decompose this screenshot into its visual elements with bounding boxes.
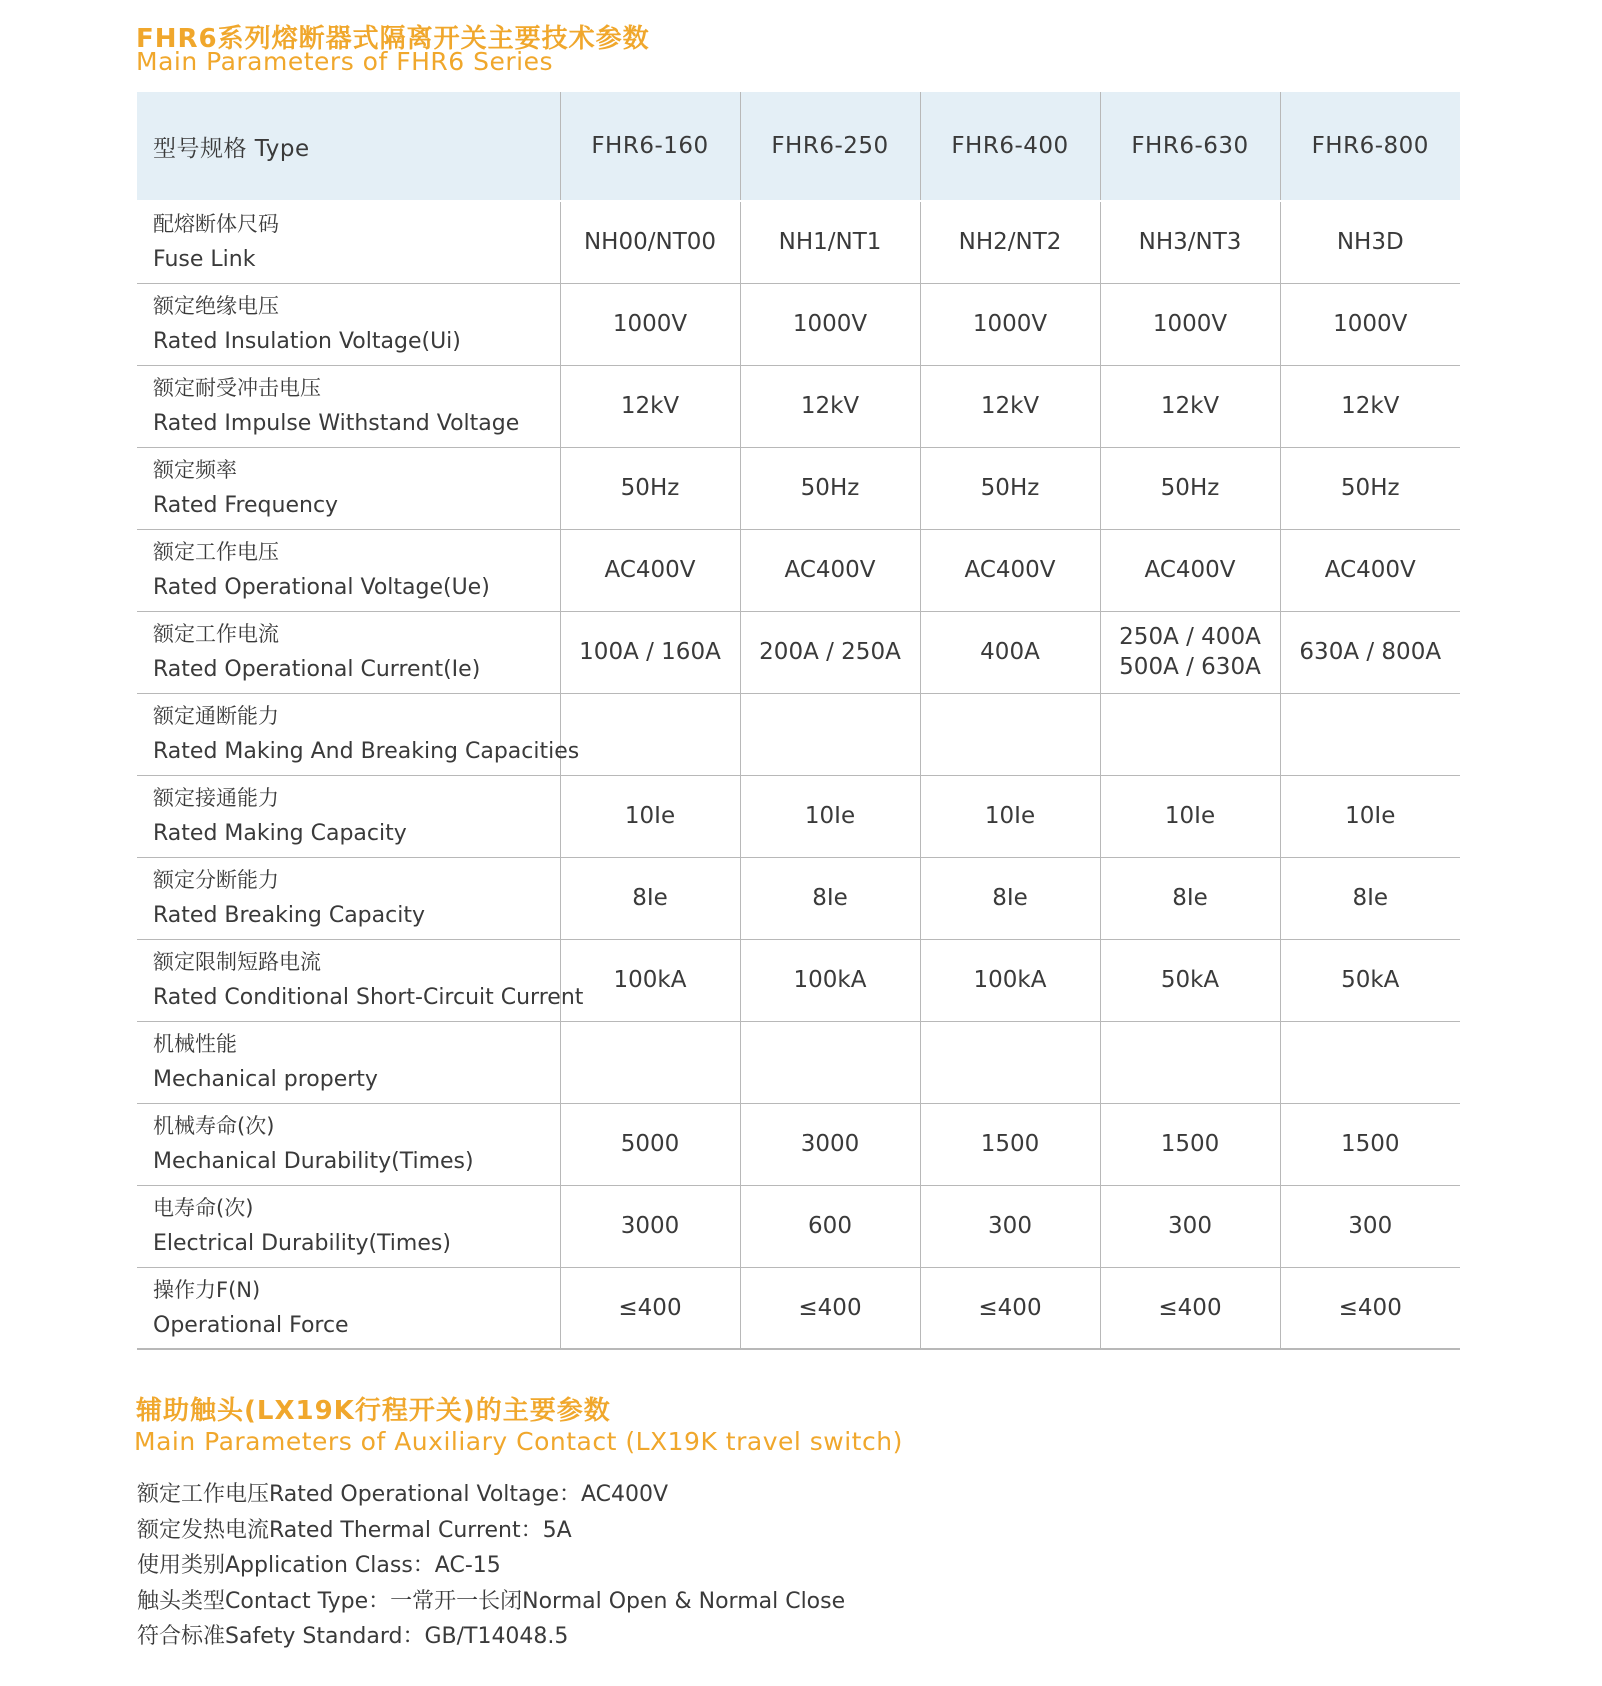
aux-item: 额定工作电压Rated Operational Voltage：AC400V [137, 1482, 669, 1507]
table-cell [920, 693, 1100, 775]
row-label [137, 1267, 560, 1349]
table-cell [1280, 1021, 1460, 1103]
table-cell [1280, 365, 1460, 447]
row-label-en: Rated Insulation Voltage(Ui) [153, 329, 461, 354]
table-cell [560, 365, 740, 447]
cell-value: 100kA [613, 967, 687, 993]
cell-value: AC400V [964, 557, 1056, 583]
table-cell [920, 1267, 1100, 1349]
table-cell [560, 529, 740, 611]
cell-value: 8Ie [1352, 885, 1389, 911]
cell-value: ≤400 [1158, 1294, 1222, 1321]
cell-value: 400A [980, 639, 1040, 665]
section-title-cn: FHR6系列熔断器式隔离开关主要技术参数 [136, 24, 650, 54]
cell-value: 12kV [1160, 393, 1220, 419]
cell-value: 10Ie [1164, 803, 1216, 829]
row-label-cn: 操作力F(N) [153, 1277, 261, 1302]
table-cell [920, 939, 1100, 1021]
cell-value: 50Hz [1340, 475, 1400, 501]
row-label-en: Electrical Durability(Times) [153, 1231, 451, 1256]
cell-value: 1500 [1160, 1131, 1220, 1157]
header-model: FHR6-400 [920, 92, 1100, 201]
cell-value: 50Hz [1160, 475, 1220, 501]
table-cell [1100, 529, 1280, 611]
table-row [137, 1021, 1460, 1103]
table-cell [560, 1021, 740, 1103]
table-cell [1100, 201, 1280, 283]
cell-value: 1500 [1340, 1131, 1400, 1157]
table-row [137, 365, 1460, 447]
table-cell [740, 365, 920, 447]
cell-value: 50kA [1341, 967, 1400, 993]
table-cell [1100, 939, 1280, 1021]
table-cell [1280, 283, 1460, 365]
header-model: FHR6-630 [1100, 92, 1280, 201]
section-title-en: Main Parameters of FHR6 Series [136, 47, 553, 76]
table-cell [740, 1267, 920, 1349]
row-label [137, 857, 560, 939]
cell-value: 1000V [972, 311, 1048, 337]
table-cell [740, 775, 920, 857]
table-cell [740, 1103, 920, 1185]
table-cell [560, 283, 740, 365]
cell-value: AC400V [604, 557, 696, 583]
cell-value: NH3D [1336, 229, 1404, 256]
cell-value: 1000V [1152, 311, 1228, 337]
table-cell [920, 201, 1100, 283]
cell-value: ≤400 [1338, 1294, 1402, 1321]
cell-value: AC400V [1324, 557, 1416, 583]
table-cell [1100, 1267, 1280, 1349]
aux-item: 使用类别Application Class：AC-15 [137, 1553, 501, 1578]
table-cell [1100, 1021, 1280, 1103]
row-label [137, 939, 584, 1021]
table-cell [920, 529, 1100, 611]
cell-value: NH2/NT2 [958, 229, 1062, 256]
row-label-en: Mechanical property [153, 1067, 378, 1092]
table-cell [740, 447, 920, 529]
row-label [137, 775, 560, 857]
table-cell [1100, 693, 1280, 775]
table-cell [1280, 1267, 1460, 1349]
cell-value: 100kA [973, 967, 1047, 993]
aux-parameter-list [137, 1477, 845, 1655]
table-row [137, 1103, 1460, 1185]
table-cell [560, 693, 740, 775]
header-model: FHR6-250 [740, 92, 920, 201]
table-row [137, 529, 1460, 611]
table-cell [1100, 365, 1280, 447]
table-cell [560, 201, 740, 283]
table-cell [740, 939, 920, 1021]
table-cell [740, 283, 920, 365]
table-cell [920, 857, 1100, 939]
cell-value: 10Ie [624, 803, 676, 829]
row-label-cn: 机械寿命(次) [153, 1114, 275, 1138]
cell-value: 50kA [1160, 967, 1220, 993]
table-cell [1280, 775, 1460, 857]
table-cell [920, 365, 1100, 447]
cell-value: 10Ie [804, 803, 856, 829]
cell-value: NH3/NT3 [1138, 229, 1242, 256]
cell-value: 630A / 800A [1299, 639, 1442, 665]
cell-value: 12kV [800, 393, 860, 419]
row-label-en: Rated Making Capacity [153, 821, 407, 846]
table-cell [920, 611, 1100, 693]
cell-value: 1000V [612, 311, 688, 337]
table-cell [1280, 857, 1460, 939]
table-cell [1100, 857, 1280, 939]
table-cell [1280, 693, 1460, 775]
row-label [137, 529, 560, 611]
cell-value: 8Ie [1172, 885, 1208, 911]
cell-value: 8Ie [992, 885, 1028, 911]
row-label-en: Rated Frequency [153, 493, 339, 518]
table-header-row [137, 92, 1460, 201]
cell-value: 300 [988, 1213, 1032, 1239]
cell-value: 100kA [793, 967, 867, 993]
cell-value: 1500 [980, 1131, 1040, 1157]
row-label-cn: 额定分断能力 [153, 868, 279, 892]
aux-item: 符合标准Safety Standard：GB/T14048.5 [137, 1624, 569, 1649]
table-cell [920, 1103, 1100, 1185]
table-row [137, 857, 1460, 939]
row-label [137, 365, 560, 447]
table-cell [560, 939, 740, 1021]
cell-value: 50Hz [980, 475, 1040, 501]
table-cell [560, 611, 740, 693]
cell-value: 300 [1168, 1213, 1212, 1239]
cell-value: AC400V [1144, 557, 1236, 583]
parameters-table [137, 92, 1460, 1350]
table-cell [1280, 201, 1460, 283]
cell-value: AC400V [784, 557, 876, 583]
table-cell [740, 611, 920, 693]
table-row [137, 939, 1460, 1021]
table-cell [920, 1185, 1100, 1267]
cell-value: 10Ie [984, 803, 1036, 829]
row-label [137, 1021, 560, 1103]
row-label-cn: 额定绝缘电压 [153, 294, 279, 318]
cell-value: 5000 [620, 1131, 680, 1157]
row-label-cn: 额定工作电流 [153, 622, 279, 646]
table-cell [1100, 1185, 1280, 1267]
cell-value: NH1/NT1 [778, 229, 882, 256]
table-cell [1100, 283, 1280, 365]
table-row [137, 611, 1460, 693]
cell-value: ≤400 [978, 1294, 1042, 1321]
table-cell [560, 1185, 740, 1267]
row-label [137, 693, 580, 775]
table-row [137, 775, 1460, 857]
cell-value: ≤400 [798, 1294, 862, 1321]
row-label [137, 611, 560, 693]
table-cell [1280, 529, 1460, 611]
row-label-en: Rated Operational Voltage(Ue) [153, 575, 490, 600]
row-label-cn: 额定工作电压 [153, 540, 279, 564]
row-label [137, 283, 560, 365]
row-label-en: Rated Conditional Short-Circuit Current [153, 985, 584, 1010]
cell-value: 12kV [620, 393, 680, 419]
row-label [137, 201, 560, 283]
table-cell [560, 447, 740, 529]
table-row [137, 1185, 1460, 1267]
table-row [137, 693, 1460, 775]
row-label-cn: 电寿命(次) [153, 1196, 254, 1220]
cell-value: ≤400 [618, 1294, 682, 1321]
cell-value: 10Ie [1345, 803, 1396, 829]
row-label [137, 1103, 560, 1185]
row-label-en: Fuse Link [153, 247, 256, 273]
table-cell [1280, 611, 1460, 693]
cell-value: 3000 [620, 1213, 680, 1239]
row-label-cn: 额定限制短路电流 [153, 950, 321, 974]
row-label-en: Rated Making And Breaking Capacities [153, 739, 580, 764]
cell-value: 8Ie [632, 885, 668, 911]
table-cell [560, 1103, 740, 1185]
row-label-en: Rated Operational Current(Ie) [153, 657, 481, 682]
table-row [137, 201, 1460, 283]
cell-value: 1000V [1333, 311, 1408, 337]
aux-item: 触头类型Contact Type：一常开一长闭Normal Open & Normal Close [137, 1588, 846, 1614]
row-label-cn: 额定通断能力 [153, 704, 279, 728]
row-label-en: Operational Force [153, 1312, 349, 1338]
cell-value: 100A / 160A [579, 639, 721, 665]
table-cell [560, 857, 740, 939]
table-cell [740, 201, 920, 283]
cell-value: 250A / 400A [1119, 624, 1261, 650]
row-label [137, 1185, 560, 1267]
table-row [137, 283, 1460, 365]
table-cell [1280, 939, 1460, 1021]
table-cell [740, 693, 920, 775]
table-cell [920, 447, 1100, 529]
row-label-en: Rated Breaking Capacity [153, 903, 425, 928]
table-cell [740, 529, 920, 611]
cell-value: 12kV [1341, 393, 1400, 419]
header-model: FHR6-160 [560, 92, 740, 201]
table-cell [1100, 611, 1280, 693]
cell-value: 3000 [800, 1131, 860, 1157]
table-row [137, 1267, 1460, 1349]
table-cell [740, 1185, 920, 1267]
cell-value: 50Hz [800, 475, 860, 501]
aux-item: 额定发热电流Rated Thermal Current：5A [137, 1517, 572, 1543]
row-label-en: Rated Impulse Withstand Voltage [153, 411, 520, 436]
cell-value: 1000V [792, 311, 868, 337]
row-label-cn: 额定频率 [153, 458, 237, 482]
table-cell [1280, 1185, 1460, 1267]
table-cell [1280, 447, 1460, 529]
cell-value: 8Ie [812, 885, 848, 911]
cell-value: 50Hz [620, 475, 680, 501]
table-cell [740, 857, 920, 939]
header-model: FHR6-800 [1280, 92, 1460, 201]
table-cell [1100, 447, 1280, 529]
table-row [137, 447, 1460, 529]
table-cell [560, 775, 740, 857]
table-cell [1100, 1103, 1280, 1185]
cell-value: 200A / 250A [759, 639, 901, 665]
cell-value: 12kV [980, 393, 1040, 419]
table-cell [920, 1021, 1100, 1103]
row-label-cn: 额定接通能力 [153, 786, 279, 810]
aux-section-title-en: Main Parameters of Auxiliary Contact (LX19K travel switch) [134, 1427, 903, 1456]
row-label [137, 447, 560, 529]
cell-value: NH00/NT00 [583, 229, 717, 256]
row-label-cn: 机械性能 [153, 1032, 237, 1056]
cell-value: 300 [1348, 1213, 1393, 1239]
table-cell [920, 283, 1100, 365]
row-label-en: Mechanical Durability(Times) [153, 1149, 474, 1174]
table-cell [1280, 1103, 1460, 1185]
table-cell [560, 1267, 740, 1349]
cell-value: 500A / 630A [1119, 654, 1261, 680]
row-label-cn: 配熔断体尺码 [153, 212, 279, 237]
cell-value: 600 [808, 1213, 852, 1239]
aux-section-title-cn: 辅助触头(LX19K行程开关)的主要参数 [136, 1396, 611, 1426]
header-type-label: 型号规格 Type [137, 92, 560, 201]
table-cell [920, 775, 1100, 857]
table-cell [1100, 775, 1280, 857]
row-label-cn: 额定耐受冲击电压 [153, 376, 321, 400]
table-cell [740, 1021, 920, 1103]
